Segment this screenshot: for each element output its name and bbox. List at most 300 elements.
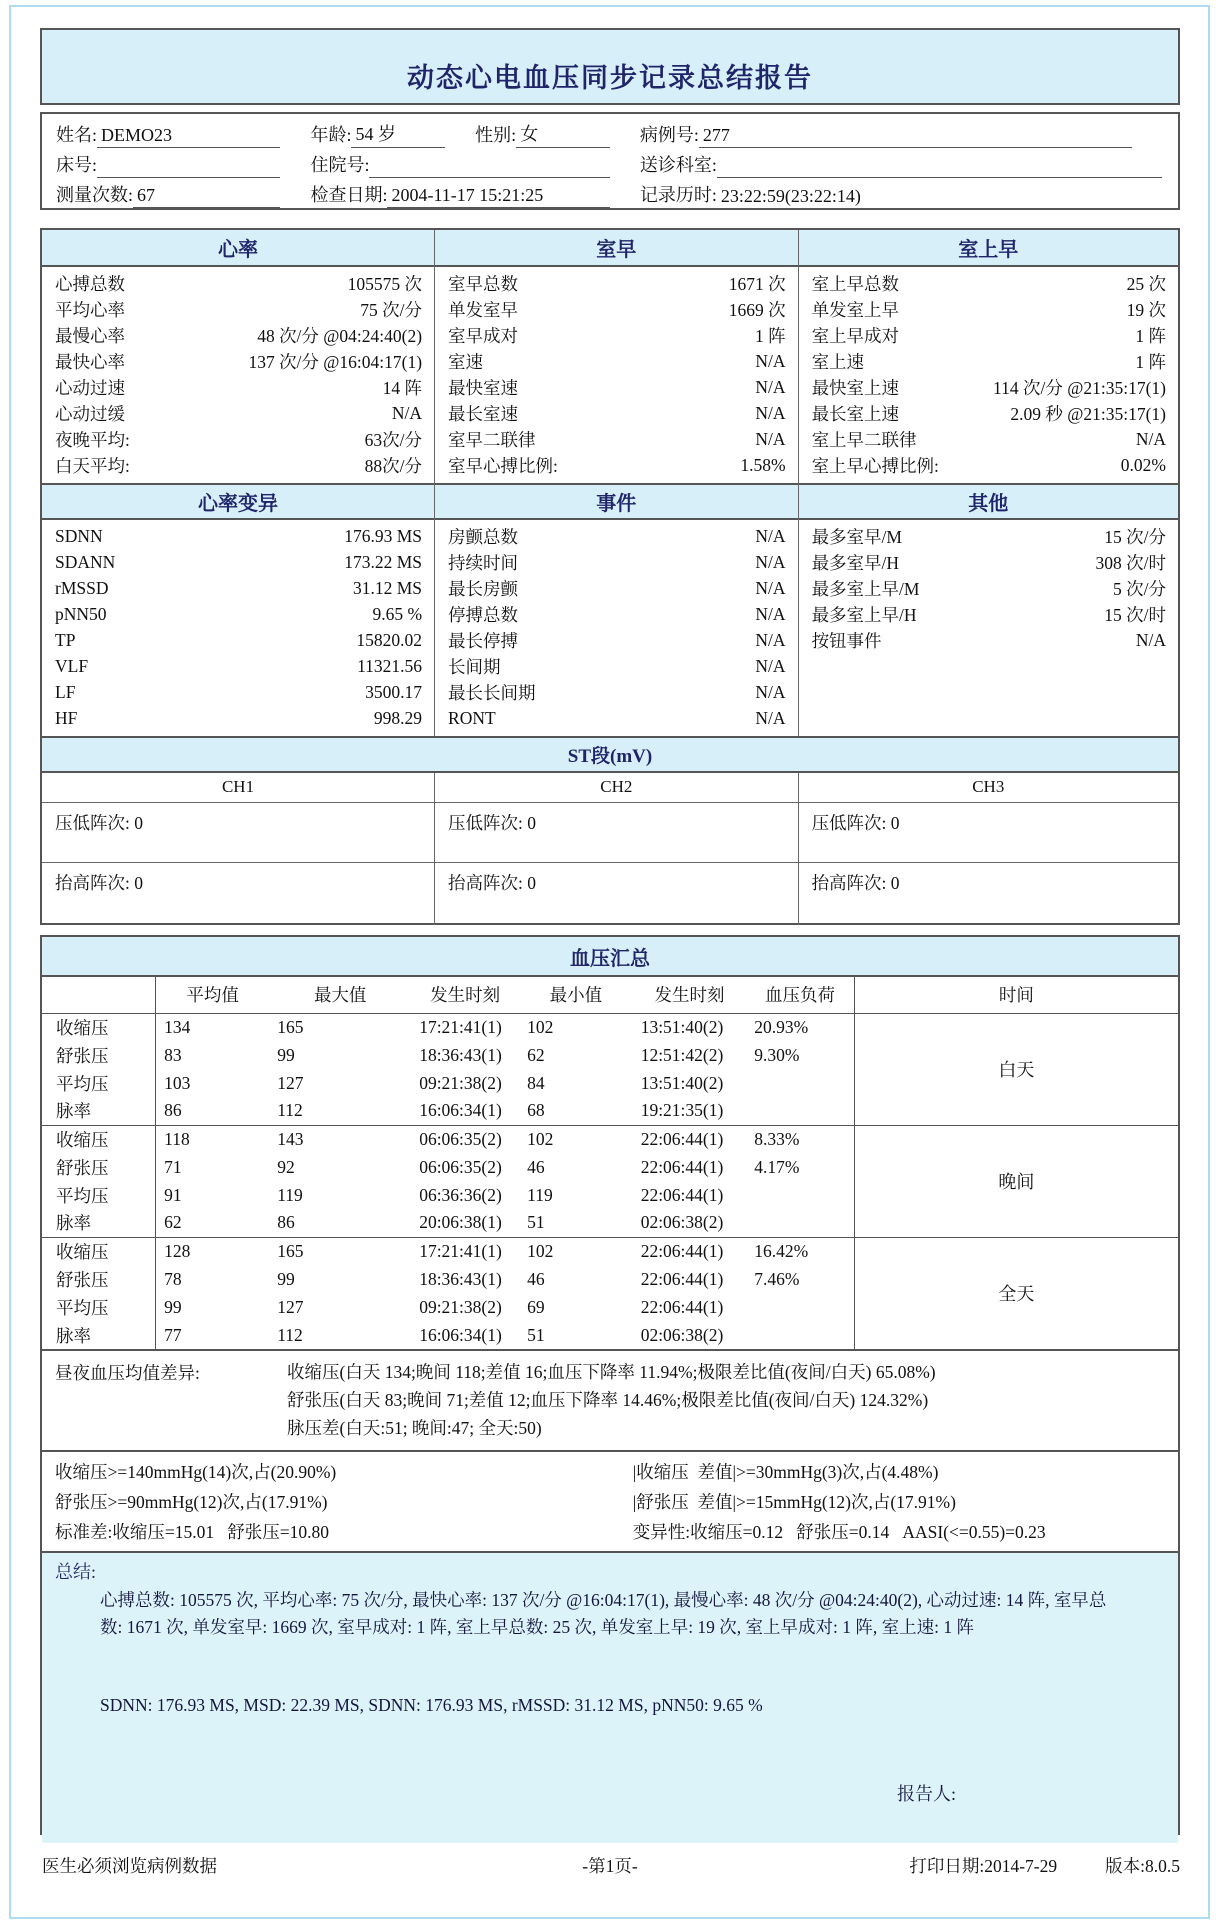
variability: 变异性:收缩压=0.12 舒张压=0.14 AASI(<=0.55)=0.23 (632, 1522, 1046, 1542)
patient-field-label: 姓名: (56, 125, 98, 145)
bp-cell: 84 (527, 1072, 545, 1093)
stat-value: 173.22 MS (344, 551, 423, 572)
stat-value: N/A (755, 428, 786, 449)
stat-value: N/A (755, 551, 786, 572)
stat-row (435, 374, 798, 400)
conclusion-label: 总结: (55, 1562, 97, 1582)
bp-cell: 46 (527, 1156, 545, 1177)
stat-label: 室上早心搏比例: (811, 455, 939, 476)
stat-section-title: 心率变异 (42, 483, 434, 520)
day-night-diff-line-pulse-pressure: 脉压差(白天:51; 晚间:47; 全天:50) (287, 1418, 542, 1438)
patient-field-value: 277 (699, 125, 1132, 148)
stat-label: 长间期 (448, 656, 501, 677)
bp-cell: 平均压 (42, 1069, 156, 1097)
stat-section (42, 483, 435, 736)
patient-field-label: 性别: (475, 125, 517, 145)
page-footer (40, 1849, 1180, 1879)
stat-label: 单发室上早 (811, 299, 900, 320)
stat-label: 平均心率 (55, 299, 125, 320)
bp-cell: 平均压 (42, 1181, 156, 1209)
bp-cell: 22:06:44(1) (633, 1125, 747, 1153)
stat-label: 最快心率 (55, 351, 125, 372)
stat-value: 5 次/分 (1112, 578, 1166, 599)
stat-row (42, 400, 434, 426)
report-title-box (40, 28, 1180, 105)
stat-row (435, 575, 798, 601)
stat-value: N/A (755, 376, 786, 397)
patient-field-value: 54 岁 (351, 120, 445, 148)
bp-column-header: 血压负荷 (746, 977, 854, 1013)
stat-value: 9.65 % (372, 603, 423, 624)
bp-cell: 77 (164, 1324, 182, 1345)
stat-value: N/A (755, 350, 786, 371)
bp-cell: 06:06:35(2) (411, 1125, 519, 1153)
bp-cell: 22:06:44(1) (633, 1237, 747, 1265)
bp-cell: 17:21:41(1) (411, 1237, 519, 1265)
stat-value: 998.29 (373, 707, 423, 728)
stat-value: 1 阵 (1135, 325, 1166, 346)
report-title: 动态心电血压同步记录总结报告 (407, 63, 813, 93)
bp-cell: 9.30% (754, 1044, 800, 1065)
stat-label: RONT (448, 707, 496, 728)
stat-value: 25 次 (1126, 273, 1166, 294)
stat-label: 最长长间期 (448, 682, 536, 703)
bp-cell: 102 (519, 1237, 633, 1265)
bp-cell: 舒张压 (42, 1153, 156, 1181)
patient-row (42, 148, 1178, 178)
stats-grid (42, 230, 1178, 736)
st-depression-count: 压低阵次: 0 (42, 803, 434, 863)
bp-cell (746, 1321, 854, 1349)
patient-row (42, 178, 1178, 208)
stat-value: N/A (755, 402, 786, 423)
bp-cell (746, 1293, 854, 1321)
bp-cell: 20.93% (746, 1013, 854, 1041)
stat-label: 室上早总数 (811, 273, 900, 294)
stat-label: 室早心搏比例: (448, 455, 558, 476)
day-night-diff-line-systolic: 收缩压(白天 134;晚间 118;差值 16;血压下降率 11.94%;极限差比值(夜间/白天) 65.08%) (287, 1362, 936, 1382)
patient-row (42, 118, 1178, 148)
st-segment-grid (42, 773, 1178, 925)
footer-print-date: 打印日期:2014-7-29 (909, 1856, 1058, 1876)
bp-row (42, 1125, 1178, 1153)
bp-cell: 118 (156, 1125, 270, 1153)
patient-field (42, 178, 296, 208)
stat-label: 停搏总数 (448, 604, 519, 625)
stat-value: 63次/分 (364, 429, 423, 450)
stat-row (799, 322, 1178, 348)
stat-row (435, 270, 798, 296)
day-night-diff-row (42, 1358, 1178, 1386)
bp-period: 全天 (854, 1237, 1178, 1349)
bp-cell: 4.17% (754, 1156, 800, 1177)
bp-cell: 103 (164, 1072, 191, 1093)
stat-section (42, 230, 435, 483)
stat-label: HF (55, 707, 78, 728)
stat-row (435, 322, 798, 348)
stat-value: N/A (755, 603, 786, 624)
stat-value: 308 次/时 (1095, 552, 1166, 573)
stat-row (799, 575, 1178, 601)
stat-row (42, 270, 434, 296)
stat-value: 0.02% (1120, 454, 1166, 475)
bp-column-header (42, 977, 156, 1013)
stat-section (435, 230, 799, 483)
bp-cell: 78 (164, 1268, 182, 1289)
stat-label: 单发室早 (448, 299, 519, 320)
bp-cell: 51 (527, 1212, 545, 1233)
stat-row (42, 523, 434, 549)
stat-label: 最多室上早/H (811, 604, 917, 625)
stat-label: 室上早成对 (811, 325, 900, 346)
stat-value: 105575 次 (347, 273, 423, 294)
std-deviation: 标准差:收缩压=15.01 舒张压=10.80 (55, 1522, 329, 1542)
bp-cell: 8.33% (746, 1125, 854, 1153)
bp-cell: 02:06:38(2) (640, 1212, 724, 1233)
stat-row (799, 296, 1178, 322)
bp-period: 白天 (854, 1013, 1178, 1125)
bp-column-header: 最大值 (269, 977, 411, 1013)
bp-summary-box (40, 935, 1180, 1835)
stat-row (435, 601, 798, 627)
stat-row (435, 627, 798, 653)
bp-cell: 06:36:36(2) (419, 1184, 502, 1205)
bp-cell: 7.46% (754, 1268, 800, 1289)
threshold-diastolic-diff: |舒张压 差值|>=15mmHg(12)次,占(17.91%) (632, 1492, 956, 1512)
conclusion-hrv-line: SDNN: 176.93 MS, MSD: 22.39 MS, SDNN: 176.93 MS, rMSSD: 31.12 MS, pNN50: 9.65 % (100, 1695, 763, 1715)
stat-row (42, 452, 434, 478)
stat-label: TP (55, 629, 76, 650)
stat-value: N/A (755, 707, 786, 728)
bp-cell: 22:06:44(1) (640, 1296, 724, 1317)
stat-value: N/A (755, 525, 786, 546)
stat-value: 48 次/分 @04:24:40(2) (257, 325, 423, 346)
bp-cell: 92 (277, 1156, 295, 1177)
patient-field-label: 测量次数: (56, 185, 134, 205)
stat-value: 11321.56 (357, 655, 423, 676)
stat-value: 2.09 秒 @21:35:17(1) (1010, 403, 1166, 424)
st-elevation-count: 抬高阵次: 0 (55, 873, 143, 893)
stat-value: N/A (391, 402, 423, 423)
stats-box (40, 228, 1180, 925)
bp-row (42, 1237, 1178, 1265)
stat-section-title: 事件 (435, 483, 798, 520)
bp-cell: 收缩压 (42, 1125, 156, 1153)
bp-row (42, 1013, 1178, 1041)
st-depression-count: 压低阵次: 0 (799, 803, 1178, 863)
bp-cell (746, 1097, 854, 1125)
bp-summary-title: 血压汇总 (42, 937, 1178, 977)
patient-field (626, 118, 1178, 148)
conclusion-block (42, 1551, 1178, 1843)
st-elevation-count: 抬高阵次: 0 (811, 873, 900, 893)
bp-cell: 86 (277, 1212, 295, 1233)
stat-row (799, 549, 1178, 575)
bp-cell: 128 (156, 1237, 270, 1265)
bp-cell: 20:06:38(1) (419, 1212, 502, 1233)
patient-field (626, 178, 1178, 208)
stat-row (435, 400, 798, 426)
bp-cell: 68 (527, 1100, 545, 1121)
patient-field-label: 床号: (56, 155, 98, 175)
bp-cell: 134 (156, 1013, 270, 1041)
stat-value: 15820.02 (356, 629, 423, 650)
patient-field (296, 118, 461, 148)
bp-cell: 12:51:42(2) (640, 1044, 724, 1065)
stat-row (435, 549, 798, 575)
stat-label: 最长房颤 (448, 578, 519, 599)
bp-cell: 16:06:34(1) (419, 1324, 502, 1345)
bp-cell: 收缩压 (42, 1013, 156, 1041)
bp-column-header: 最小值 (519, 977, 633, 1013)
stat-section-body (799, 520, 1178, 736)
stat-label: 最长室速 (448, 403, 519, 424)
stat-row (799, 627, 1178, 653)
patient-field (42, 118, 296, 148)
bp-cell: 脉率 (42, 1097, 156, 1125)
stat-section-title: 心率 (42, 230, 434, 267)
bp-cell: 143 (269, 1125, 411, 1153)
stat-row (799, 523, 1178, 549)
stat-section-title: 室上早 (799, 230, 1178, 267)
bp-column-header: 平均值 (156, 977, 270, 1013)
stat-label: SDNN (55, 525, 103, 546)
stat-label: 最快室上速 (811, 377, 900, 398)
st-channel-name: CH2 (435, 773, 798, 803)
stat-label: 最慢心率 (55, 325, 125, 346)
stat-label: 心动过缓 (55, 403, 125, 424)
stat-section-body (799, 267, 1178, 483)
stat-row (799, 601, 1178, 627)
patient-field (461, 118, 626, 148)
stat-label: 白天平均: (55, 455, 130, 476)
bp-cell: 18:36:43(1) (419, 1268, 502, 1289)
stat-row (42, 627, 434, 653)
st-segment-header: ST段(mV) (42, 736, 1178, 773)
bp-cell: 22:06:44(1) (640, 1156, 724, 1177)
patient-field-value: 23:22:59(23:22:14) (720, 186, 861, 206)
stat-label: 房颤总数 (448, 526, 519, 547)
stat-label: rMSSD (55, 577, 109, 598)
conclusion-paragraph: 心搏总数: 105575 次, 平均心率: 75 次/分, 最快心率: 137 次/分 @16:04:17(1), 最慢心率: 48 次/分 @04:24:40(2), 心动过速: 14 阵, 室早总数: 1671 次, 单发室早: 1669 次, 室早成对: 1 阵, 室上早总数: 25 次, 单发室上早: 19 次, 室上早成对: 1 阵, 室上速: 1 阵 (100, 1590, 1107, 1637)
stat-value: 88次/分 (364, 455, 423, 476)
threshold-systolic-diff: |收缩压 差值|>=30mmHg(3)次,占(4.48%) (632, 1462, 939, 1482)
stat-value: N/A (1135, 629, 1166, 650)
bp-cell: 165 (269, 1013, 411, 1041)
patient-field-label: 病例号: (639, 125, 699, 145)
stat-label: 最多室早/H (811, 552, 900, 573)
bp-cell: 119 (527, 1184, 553, 1205)
st-channel-name: CH3 (799, 773, 1178, 803)
bp-header-row (42, 977, 1178, 1013)
stat-value: N/A (1135, 428, 1166, 449)
stat-value: 14 阵 (382, 377, 423, 398)
stat-value: 114 次/分 @21:35:17(1) (993, 377, 1166, 398)
threshold-block (42, 1450, 1178, 1551)
bp-column-header: 发生时刻 (633, 977, 747, 1013)
stat-label: 最多室早/M (811, 526, 902, 547)
stat-label: SDANN (55, 551, 116, 572)
stat-value: 1.58% (740, 454, 786, 475)
stat-value: 31.12 MS (353, 577, 423, 598)
threshold-systolic: 收缩压>=140mmHg(14)次,占(20.90%) (55, 1462, 337, 1482)
stat-value: 19 次 (1126, 299, 1166, 320)
stat-label: 心动过速 (55, 377, 125, 398)
stat-value: N/A (755, 681, 786, 702)
stat-section-body (435, 267, 798, 483)
patient-field-label: 住院号: (310, 155, 370, 175)
stat-row (435, 679, 798, 705)
threshold-diastolic: 舒张压>=90mmHg(12)次,占(17.91%) (55, 1492, 328, 1512)
stat-section-title: 室早 (435, 230, 798, 267)
day-night-diff-line-diastolic: 舒张压(白天 83;晚间 71;差值 12;血压下降率 14.46%;极限差比值(夜间/白天) 124.32%) (287, 1390, 929, 1410)
bp-cell: 99 (164, 1296, 182, 1317)
bp-cell: 17:21:41(1) (411, 1013, 519, 1041)
bp-cell: 02:06:38(2) (640, 1324, 724, 1345)
day-night-diff-label: 昼夜血压均值差异: (55, 1362, 200, 1383)
bp-cell: 102 (519, 1013, 633, 1041)
stat-value: N/A (755, 655, 786, 676)
stat-value: 75 次/分 (360, 299, 423, 320)
stat-row (799, 400, 1178, 426)
stat-value: 176.93 MS (344, 525, 423, 546)
stat-value: 1669 次 (728, 299, 786, 320)
bp-cell: 127 (277, 1296, 304, 1317)
bp-cell: 舒张压 (42, 1041, 156, 1069)
st-depression-count: 压低阵次: 0 (435, 803, 798, 863)
stat-label: 最快室速 (448, 377, 519, 398)
patient-field-value: 2004-11-17 15:21:25 (387, 185, 609, 208)
reporter-label: 报告人: (897, 1784, 957, 1804)
stat-value: 15 次/时 (1104, 604, 1166, 625)
bp-cell: 13:51:40(2) (640, 1072, 724, 1093)
stat-row (42, 374, 434, 400)
bp-cell (746, 1069, 854, 1097)
bp-cell: 13:51:40(2) (633, 1013, 747, 1041)
bp-column-header: 发生时刻 (411, 977, 519, 1013)
stat-section (435, 483, 799, 736)
footer-page-number: -第1页- (582, 1856, 638, 1876)
stat-value: N/A (755, 629, 786, 650)
bp-cell: 16.42% (746, 1237, 854, 1265)
patient-field-label: 记录历时: (639, 185, 717, 205)
stat-value: 137 次/分 @16:04:17(1) (248, 351, 423, 372)
footer-version: 版本:8.0.5 (1105, 1856, 1180, 1876)
bp-cell: 99 (277, 1044, 295, 1065)
stat-label: 室上早二联律 (811, 429, 917, 450)
stat-row (435, 523, 798, 549)
bp-cell: 脉率 (42, 1209, 156, 1237)
stat-row (799, 426, 1178, 452)
bp-cell: 112 (277, 1324, 303, 1345)
stat-value: 1 阵 (1135, 351, 1166, 372)
stat-section (799, 230, 1178, 483)
stat-label: 室早二联律 (448, 429, 536, 450)
stat-label: 最长室上速 (811, 403, 900, 424)
bp-cell: 71 (164, 1156, 182, 1177)
footer-right-group (909, 1853, 1180, 1878)
stat-row (42, 322, 434, 348)
patient-field (42, 148, 296, 178)
stat-row (42, 426, 434, 452)
bp-cell: 91 (164, 1184, 182, 1205)
bp-cell (746, 1181, 854, 1209)
stat-row (42, 575, 434, 601)
bp-cell: 86 (164, 1100, 182, 1121)
stat-label: 最多室上早/M (811, 578, 920, 599)
bp-cell: 46 (527, 1268, 545, 1289)
stat-row (435, 296, 798, 322)
bp-cell: 09:21:38(2) (419, 1072, 502, 1093)
bp-cell: 脉率 (42, 1321, 156, 1349)
stat-row (42, 296, 434, 322)
stat-label: LF (55, 681, 76, 702)
stat-section-title: 其他 (799, 483, 1178, 520)
stat-label: 最长停搏 (448, 630, 519, 651)
stat-row (435, 348, 798, 374)
stat-row (799, 348, 1178, 374)
stat-row (435, 452, 798, 478)
bp-cell: 165 (269, 1237, 411, 1265)
bp-cell (746, 1209, 854, 1237)
bp-cell: 99 (277, 1268, 295, 1289)
stat-row (42, 348, 434, 374)
bp-cell: 19:21:35(1) (640, 1100, 724, 1121)
bp-cell: 收缩压 (42, 1237, 156, 1265)
stat-row (42, 549, 434, 575)
bp-cell: 09:21:38(2) (419, 1296, 502, 1317)
stat-label: 夜晚平均: (55, 429, 130, 450)
stat-label: 室速 (448, 351, 484, 372)
bp-cell: 平均压 (42, 1293, 156, 1321)
bp-cell: 22:06:44(1) (640, 1268, 724, 1289)
stat-value: 15 次/分 (1104, 526, 1166, 547)
day-night-diff-block (42, 1349, 1178, 1450)
stat-label: 室上速 (811, 351, 865, 372)
stat-label: 持续时间 (448, 552, 519, 573)
bp-cell: 62 (527, 1044, 545, 1065)
bp-cell: 51 (527, 1324, 545, 1345)
bp-cell: 62 (164, 1212, 182, 1233)
stat-value: 1671 次 (728, 273, 786, 294)
bp-cell: 119 (277, 1184, 303, 1205)
bp-cell: 18:36:43(1) (419, 1044, 502, 1065)
stat-row (42, 653, 434, 679)
patient-field-value: 67 (133, 185, 280, 208)
bp-cell: 22:06:44(1) (640, 1184, 724, 1205)
stat-label: pNN50 (55, 603, 107, 624)
st-channel (799, 773, 1178, 925)
bp-period: 晚间 (854, 1125, 1178, 1237)
bp-cell: 06:06:35(2) (419, 1156, 502, 1177)
patient-info-box (40, 112, 1180, 210)
stat-label: 心搏总数 (55, 273, 125, 294)
stat-value: N/A (755, 577, 786, 598)
stat-value: 1 阵 (754, 325, 786, 346)
threshold-grid (42, 1457, 1178, 1547)
bp-cell: 16:06:34(1) (419, 1100, 502, 1121)
stat-label: 室早总数 (448, 273, 519, 294)
patient-field (626, 148, 1178, 178)
bp-cell: 127 (277, 1072, 304, 1093)
footer-notice: 医生必须浏览病例数据 (42, 1856, 217, 1876)
stat-section-body (435, 520, 798, 736)
st-channel (435, 773, 799, 925)
stat-row (435, 653, 798, 679)
bp-cell: 83 (164, 1044, 182, 1065)
stat-row (42, 705, 434, 731)
st-channel-name: CH1 (42, 773, 434, 803)
